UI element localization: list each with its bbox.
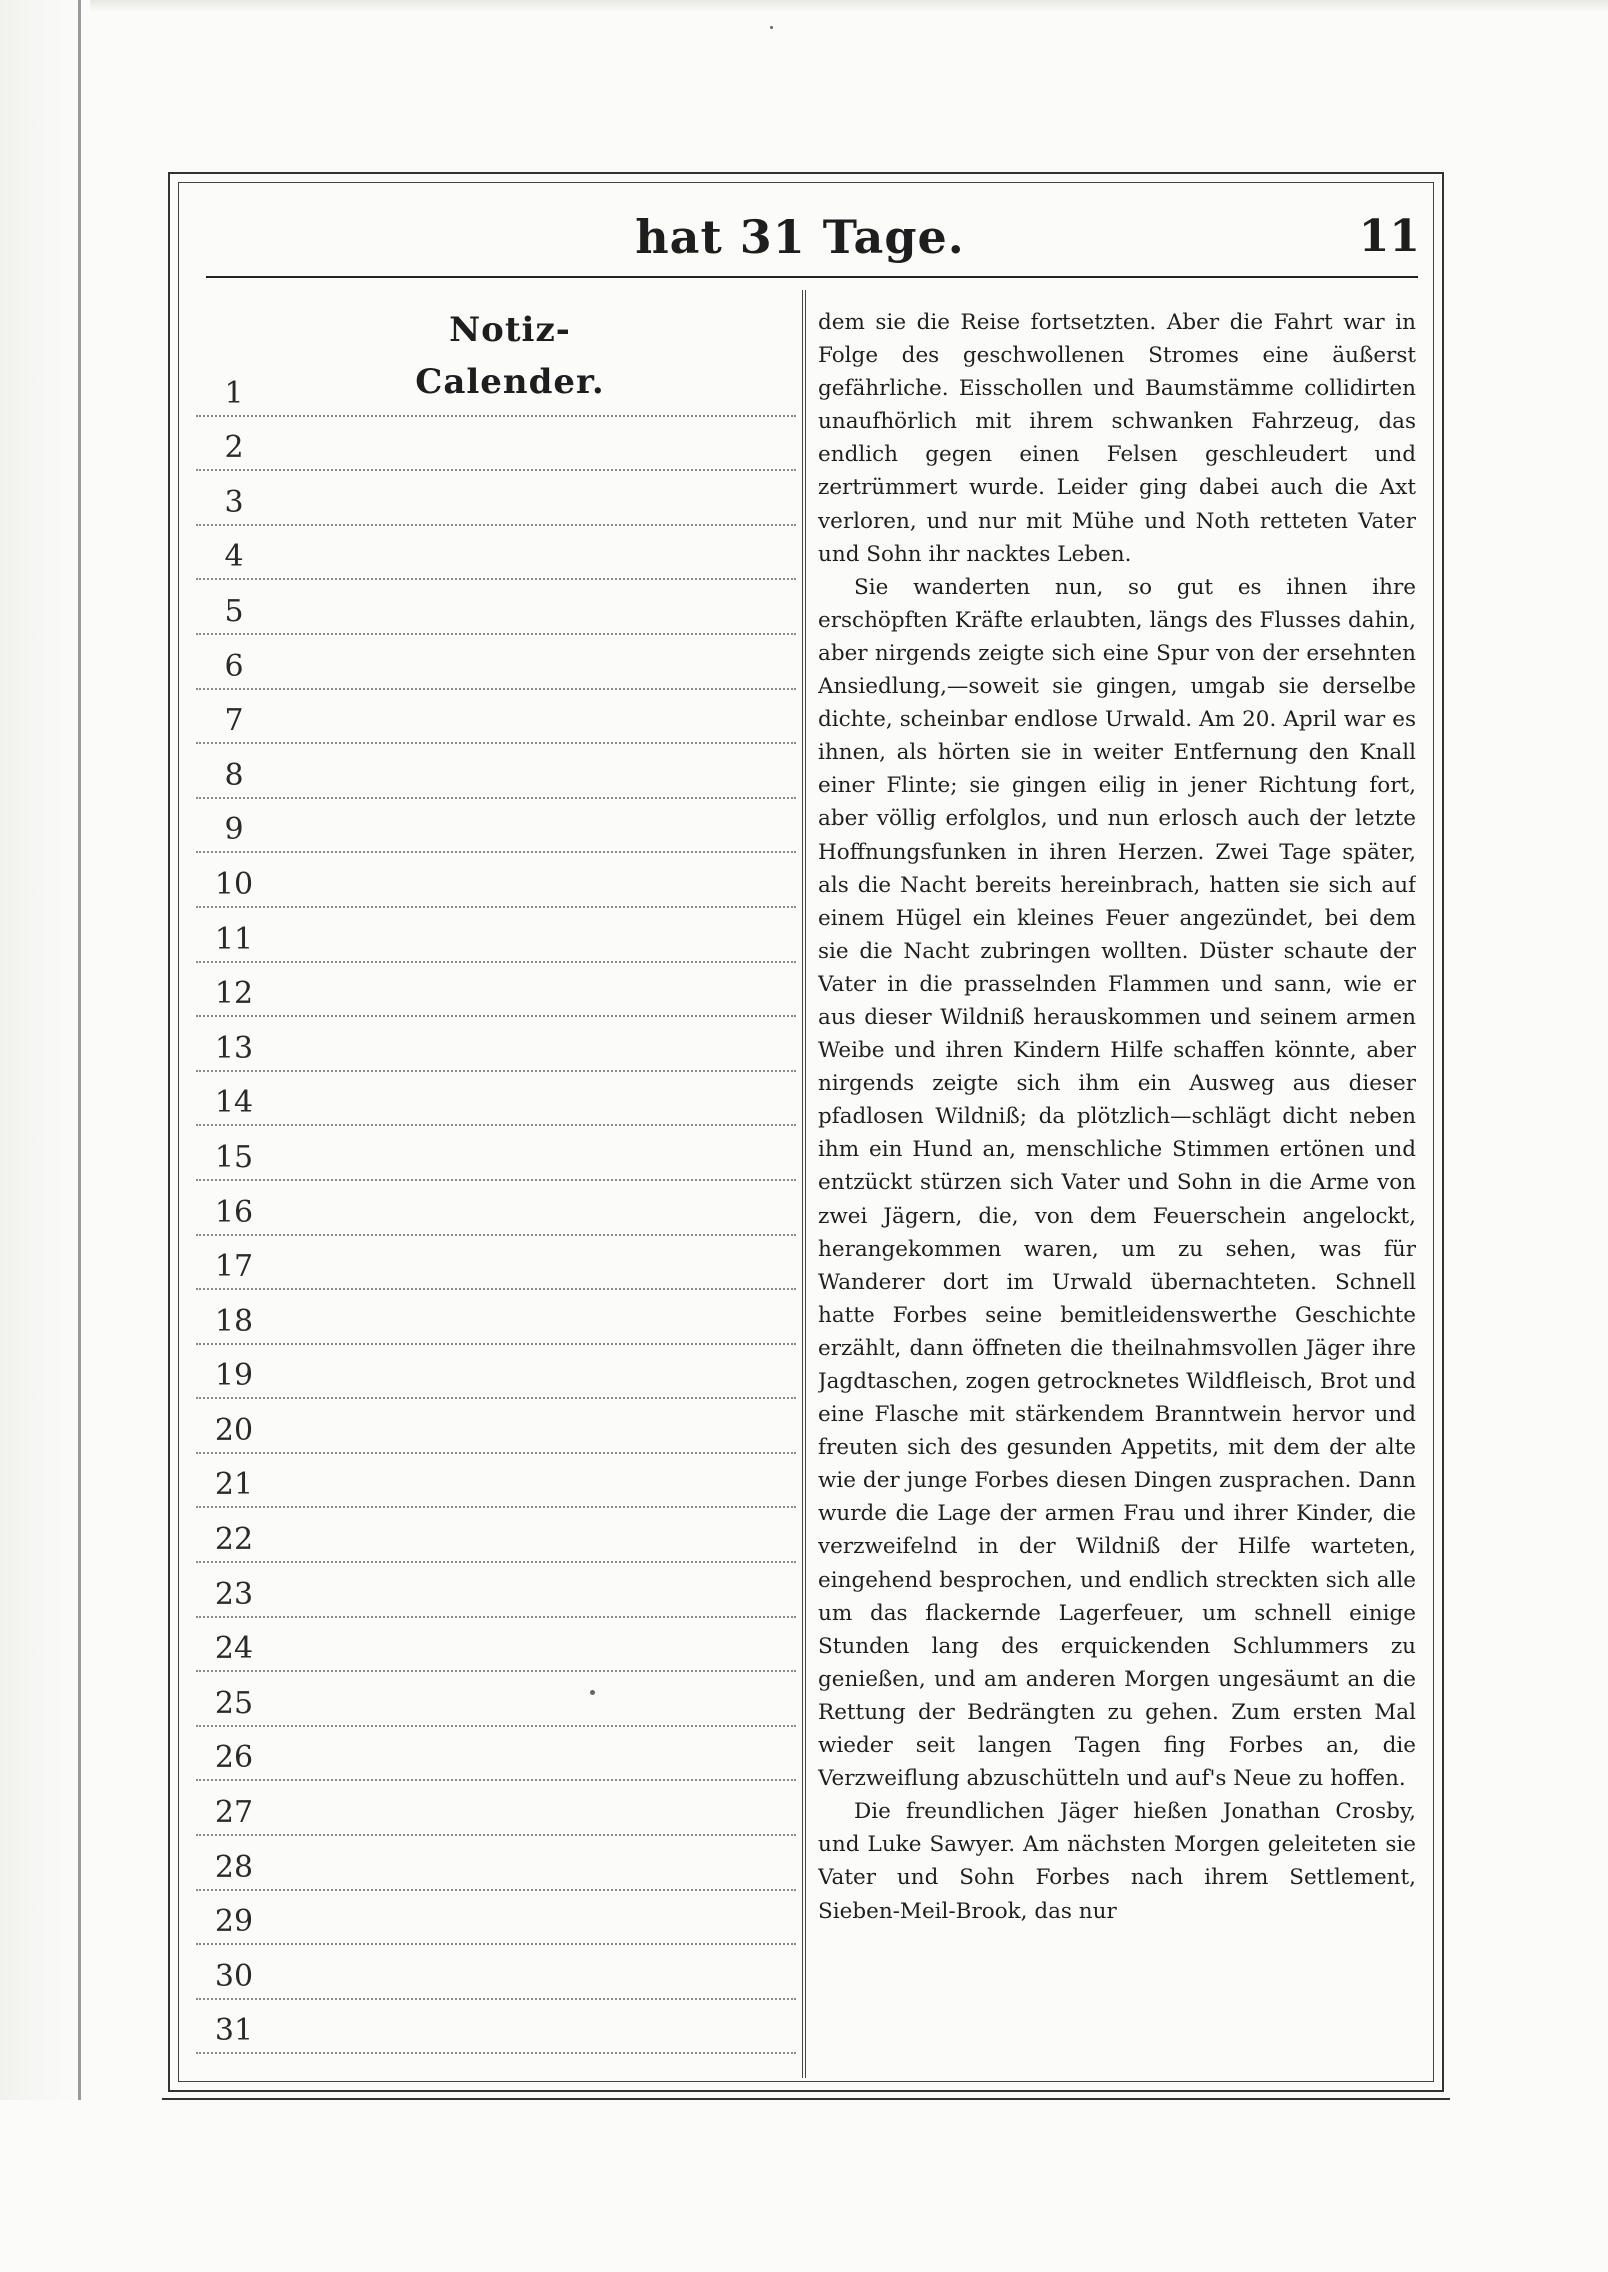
- calendar-day-number: 16: [214, 1194, 254, 1230]
- calendar-day-number: 8: [224, 757, 244, 793]
- calendar-day-row: [196, 2000, 796, 2055]
- calendar-day-number: 31: [214, 2013, 254, 2049]
- calendar-day-number: 17: [214, 1249, 254, 1285]
- calendar-day-number: 7: [224, 703, 244, 739]
- calendar-day-number: 23: [214, 1576, 254, 1612]
- calendar-day-row: [196, 1563, 796, 1618]
- calendar-day-row: [196, 526, 796, 581]
- calendar-day-number: 9: [224, 812, 244, 848]
- article-text: [818, 306, 1416, 2078]
- calendar-day-row: [196, 1672, 796, 1727]
- calendar-day-row: [196, 1236, 796, 1291]
- calendar-day-number: 27: [214, 1795, 254, 1831]
- calendar-day-number: 11: [214, 921, 254, 957]
- text-paragraph: dem sie die Reise fortsetzten. Aber die Fahrt war in Folge des geschwollenen Stromes eine äußerst gefährliche. Eisschollen und Baumstämme collidirten unaufhörlich mit ihrem schwanken Fahrzeug, das endlich gegen einen Felsen geschleudert und zertrümmert wurde. Leider ging dabei auch die Axt verloren, und nur mit Mühe und Noth retteten Vater und Sohn ihr nacktes Leben.: [818, 310, 1416, 567]
- calendar-day-number: 20: [214, 1412, 254, 1448]
- calendar-day-number: 22: [214, 1522, 254, 1558]
- calendar-day-row: [196, 471, 796, 526]
- calendar-day-number: 18: [214, 1303, 254, 1339]
- calendar-day-row: [196, 799, 796, 854]
- calendar-day-row: [196, 1290, 796, 1345]
- calendar-day-number: 24: [214, 1631, 254, 1667]
- calendar-day-row: [196, 1508, 796, 1563]
- calendar-day-row: [196, 1181, 796, 1236]
- calendar-day-number: 15: [214, 1139, 254, 1175]
- calendar-day-row: [196, 635, 796, 690]
- calendar-day-row: [196, 1891, 796, 1946]
- calendar-day-row: [196, 1727, 796, 1782]
- calendar-day-row: [196, 1454, 796, 1509]
- calendar-day-row: [196, 1399, 796, 1454]
- calendar-day-row: [196, 580, 796, 635]
- page-header-title: hat 31 Tage.: [635, 210, 965, 264]
- calendar-day-number: 10: [214, 866, 254, 902]
- calendar-day-number: 28: [214, 1849, 254, 1885]
- calendar-day-row: [196, 1836, 796, 1891]
- book-spine-edge: [0, 0, 81, 2100]
- calendar-day-row: [196, 1945, 796, 2000]
- calendar-day-row: [196, 1017, 796, 1072]
- calendar-day-number: 13: [214, 1030, 254, 1066]
- calendar-day-row: [196, 1072, 796, 1127]
- calendar-day-number: 12: [214, 976, 254, 1012]
- calendar-day-row: [196, 908, 796, 963]
- calendar-day-number: 3: [224, 484, 244, 520]
- calendar-day-number: 25: [214, 1685, 254, 1721]
- page-top-shadow: [90, 0, 1608, 12]
- calendar-day-row: [196, 690, 796, 745]
- calendar-day-row: [196, 1781, 796, 1836]
- calendar-day-number: 21: [214, 1467, 254, 1503]
- paper-speck: [590, 1690, 595, 1695]
- page-frame-bottom-rule: [162, 2098, 1450, 2100]
- calendar-day-row: [196, 744, 796, 799]
- calendar-day-number: 29: [214, 1904, 254, 1940]
- calendar-day-row: [196, 1345, 796, 1400]
- text-paragraph: Die freundlichen Jäger hießen Jonathan Crosby, und Luke Sawyer. Am nächsten Morgen geleiteten sie Vater und Sohn Forbes nach ihrem Settlement, Sieben-Meil-Brook, das nur: [818, 1799, 1416, 1924]
- calendar-day-number: 30: [214, 1958, 254, 1994]
- calendar-day-number: 14: [214, 1085, 254, 1121]
- notiz-calender-heading: Notiz-Calender.: [415, 310, 605, 402]
- calendar-day-number: 6: [224, 648, 244, 684]
- column-divider: [802, 290, 806, 2078]
- calendar-day-row: [196, 362, 796, 417]
- calendar-day-number: 19: [214, 1358, 254, 1394]
- calendar-day-row: [196, 853, 796, 908]
- calendar-day-number: 1: [224, 375, 244, 411]
- calendar-day-number: 26: [214, 1740, 254, 1776]
- header-rule: [206, 276, 1418, 278]
- page-number: 11: [1358, 211, 1420, 262]
- calendar-day-row: [196, 417, 796, 472]
- calendar-day-row: [196, 1126, 796, 1181]
- calendar-day-number: 5: [224, 593, 244, 629]
- calendar-day-number: 4: [224, 539, 244, 575]
- calendar-day-number: 2: [224, 430, 244, 466]
- text-paragraph: Sie wanderten nun, so gut es ihnen ihre erschöpften Kräfte erlaubten, längs des Flusses dahin, aber nirgends zeigte sich eine Spur von der ersehnten Ansiedlung,—soweit sie gingen, umgab sie derselbe dichte, scheinbar endlose Urwald. Am 20. April war es ihnen, als hörten sie in weiter Entfernung den Knall einer Flinte; sie gingen eilig in jener Richtung fort, aber völlig erfolglos, und nun erlosch auch der letzte Hoffnungsfunken in ihren Herzen. Zwei Tage später, als die Nacht bereits hereinbrach, hatten sie sich auf einem Hügel ein kleines Feuer angezündet, bei dem sie die Nacht zubringen wollten. Düster schaute der Vater in die prasselnden Flammen und sann, wie er aus dieser Wildniß herauskommen und seinem armen Weibe und ihren Kindern Hilfe schaffen könnte, aber nirgends zeigte sich ihm ein Ausweg aus dieser pfadlosen Wildniß; da plötzlich—schlägt dicht neben ihm ein Hund an, menschliche Stimmen ertönen und entzückt stürzen sich Vater und Sohn in die Arme von zwei Jägern, die, von dem Feuerschein angelockt, herangekommen waren, um zu sehen, was für Wanderer dort im Urwald übernachteten. Schnell hatte Forbes seine bemitleidenswerthe Geschichte erzählt, dann öffneten die theilnahmsvollen Jäger ihre Jagdtaschen, zogen getrocknetes Wildfleisch, Brot und eine Flasche mit stärkendem Branntwein hervor und freuten sich des gesunden Appetits, mit dem der alte wie der junge Forbes diesen Dingen zusprachen. Dann wurde die Lage der armen Frau und ihrer Kinder, die verzweifelnd in der Wildniß der Hilfe warteten, eingehend besprochen, und endlich streckten sich alle um das flackernde Lagerfeuer, um schnell einige Stunden lang des erquickenden Schlummers zu genießen, und am anderen Morgen ungesäumt an die Rettung der Bedrängten zu gehen. Zum ersten Mal wieder seit langen Tagen fing Forbes an, die Verzweiflung abzuschütteln und auf's Neue zu hoffen.: [818, 574, 1416, 1792]
- paper-speck: [770, 26, 773, 29]
- notiz-calendar-list: [196, 362, 796, 2062]
- calendar-day-row: [196, 963, 796, 1018]
- calendar-day-row: [196, 1618, 796, 1673]
